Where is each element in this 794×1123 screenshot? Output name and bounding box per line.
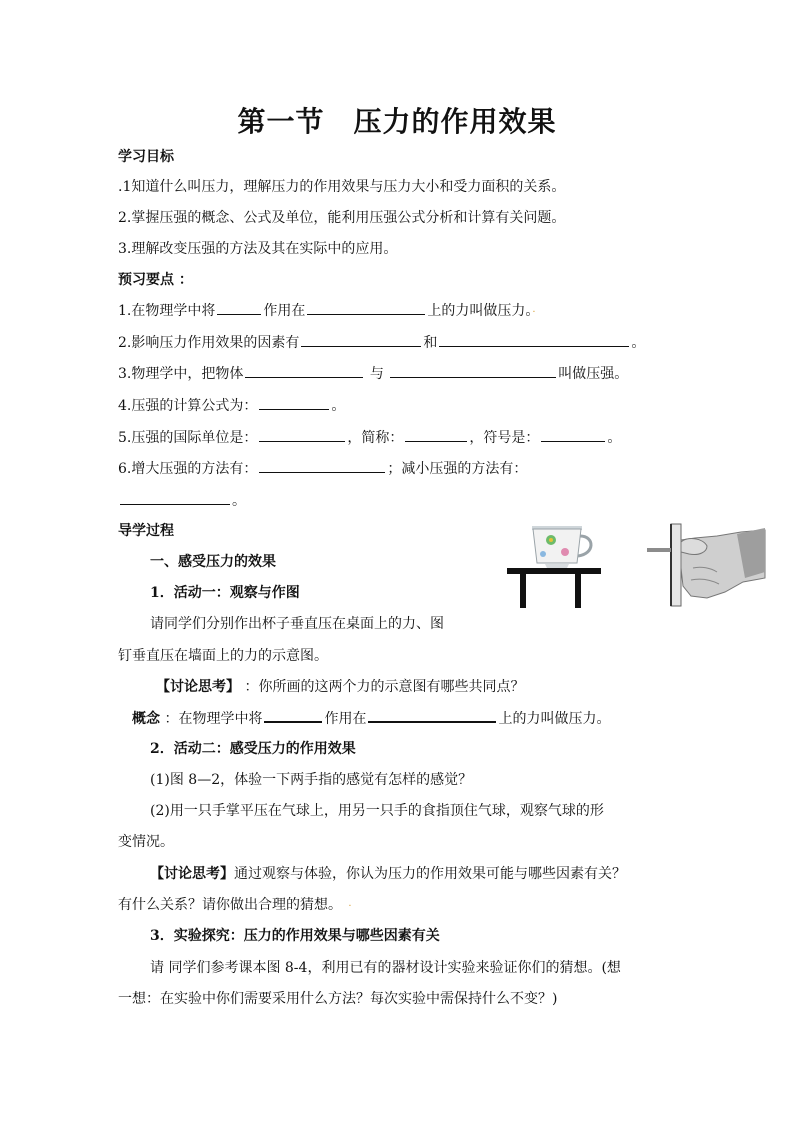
answer-blank[interactable]: [439, 332, 629, 347]
flower-icon: [540, 551, 546, 557]
activity-2-item-2-cont: 变情况。: [118, 834, 174, 850]
preview-question-6: [118, 458, 527, 478]
answer-blank[interactable]: [259, 427, 345, 442]
pin-shaft: [647, 548, 671, 552]
q5-text-b: ，简称：: [347, 430, 404, 446]
answer-blank[interactable]: [264, 707, 322, 723]
q2-text-b: 和: [423, 335, 438, 351]
table-leg-left: [520, 574, 526, 608]
q4-text-b: 。: [331, 398, 346, 414]
stray-mark: ·: [342, 901, 352, 912]
q1-text-a: 1.在物理学中将: [118, 303, 216, 319]
q4-text-a: 4.压强的计算公式为：: [118, 398, 258, 414]
discussion-1: [156, 676, 524, 696]
page-title: 第一节 压力的作用效果: [237, 105, 557, 138]
discussion-text: ：你所画的这两个力的示意图有哪些共同点？: [244, 679, 525, 695]
answer-blank[interactable]: [301, 332, 421, 347]
flower-icon: [561, 548, 569, 556]
q6-text-b: ；减小压强的方法有：: [387, 461, 528, 477]
activity-3-title: 3．实验探究：压力的作用效果与哪些因素有关: [150, 928, 440, 944]
answer-blank[interactable]: [259, 395, 329, 410]
q1-text-c: 上的力叫做压力。: [427, 303, 533, 319]
cup-on-table-figure: [505, 520, 605, 612]
discussion-text: 通过观察与体验，你认为压力的作用效果可能与哪些因素有关？: [234, 866, 626, 882]
stray-mark: ·: [532, 307, 536, 318]
q3-text-b: 与: [369, 366, 384, 382]
q2-text-c: 。: [631, 335, 646, 351]
q3-text-a: 3.物理学中，把物体: [118, 366, 244, 382]
cup-body: [533, 529, 581, 563]
answer-blank[interactable]: [368, 707, 496, 723]
objective-item: 2.掌握压强的概念、公式及单位，能利用压强公式分析和计算有关问题。: [118, 210, 566, 226]
answer-blank[interactable]: [541, 427, 605, 442]
activity-2-item-2: (2)用一只手掌平压在气球上，用另一只手的食指顶住气球，观察气球的形: [150, 803, 604, 819]
activity-3-text: 请 同学们参考课本图 8-4，利用已有的器材设计实验来验证你们的猜想。(想: [150, 960, 621, 976]
preview-heading: 预习要点 ：: [118, 272, 193, 288]
q1-text-b: 作用在: [263, 303, 306, 319]
preview-question-3: [118, 363, 628, 383]
preview-question-1: [118, 300, 536, 320]
thumb-pin-wall-figure: [645, 522, 767, 608]
discussion-text-cont: 有什么关系？请你做出合理的猜想。: [118, 897, 342, 913]
answer-blank[interactable]: [245, 363, 363, 378]
concept-line: [132, 707, 610, 728]
activity-1-title: 1．活动一：观察与作图: [150, 585, 300, 601]
objective-item: 3.理解改变压强的方法及其在实际中的应用。: [118, 241, 398, 257]
discussion-label: 【讨论思考】: [156, 679, 240, 695]
table-top: [507, 568, 601, 574]
preview-question-5: [118, 427, 621, 447]
section-heading: 一、感受压力的效果: [150, 554, 276, 570]
flower-center: [549, 538, 553, 542]
q5-text-c: ，符号是：: [469, 430, 540, 446]
activity-2-item-1: (1)图 8—2，体验一下两手指的感觉有怎样的感觉？: [150, 772, 473, 788]
discussion-2-cont: [118, 894, 352, 914]
q2-text-a: 2.影响压力作用效果的因素有: [118, 335, 300, 351]
wall: [671, 524, 681, 606]
activity-1-text: 请同学们分别作出杯子垂直压在桌面上的力、图: [150, 616, 444, 632]
answer-blank[interactable]: [405, 427, 467, 442]
activity-1-text-cont: 钉垂直压在墙面上的力的示意图。: [118, 648, 328, 664]
answer-blank[interactable]: [217, 300, 261, 315]
q6-text-a: 6.增大压强的方法有：: [118, 461, 258, 477]
q5-text-a: 5.压强的国际单位是：: [118, 430, 258, 446]
preview-question-6-cont: [118, 490, 246, 510]
discussion-2: [150, 863, 626, 883]
table-leg-right: [575, 574, 581, 608]
objective-item: .1知道什么叫压力，理解压力的作用效果与压力大小和受力面积的关系。: [118, 179, 566, 195]
preview-question-2: [118, 332, 645, 352]
concept-text-a: ：在物理学中将: [164, 711, 263, 727]
activity-3-text-cont: 一想：在实验中你们需要采用什么方法？每次实验中需保持什么不变？): [118, 991, 558, 1007]
activity-2-title: 2．活动二：感受压力的作用效果: [150, 741, 356, 757]
answer-blank[interactable]: [259, 458, 385, 473]
cup-base: [545, 564, 569, 568]
q6-text-c: 。: [232, 493, 246, 509]
concept-text-c: 上的力叫做压力。: [498, 711, 611, 727]
concept-text-b: 作用在: [324, 711, 367, 727]
objectives-heading: 学习目标: [118, 149, 174, 165]
q3-text-c: 叫做压强。: [558, 366, 629, 382]
answer-blank[interactable]: [307, 300, 425, 315]
preview-question-4: [118, 395, 345, 415]
guide-heading: 导学过程: [118, 523, 174, 539]
answer-blank[interactable]: [390, 363, 556, 378]
discussion-label: 【讨论思考】: [150, 866, 234, 882]
q5-text-d: 。: [607, 430, 622, 446]
concept-label: 概念: [132, 711, 160, 727]
answer-blank[interactable]: [120, 490, 230, 505]
